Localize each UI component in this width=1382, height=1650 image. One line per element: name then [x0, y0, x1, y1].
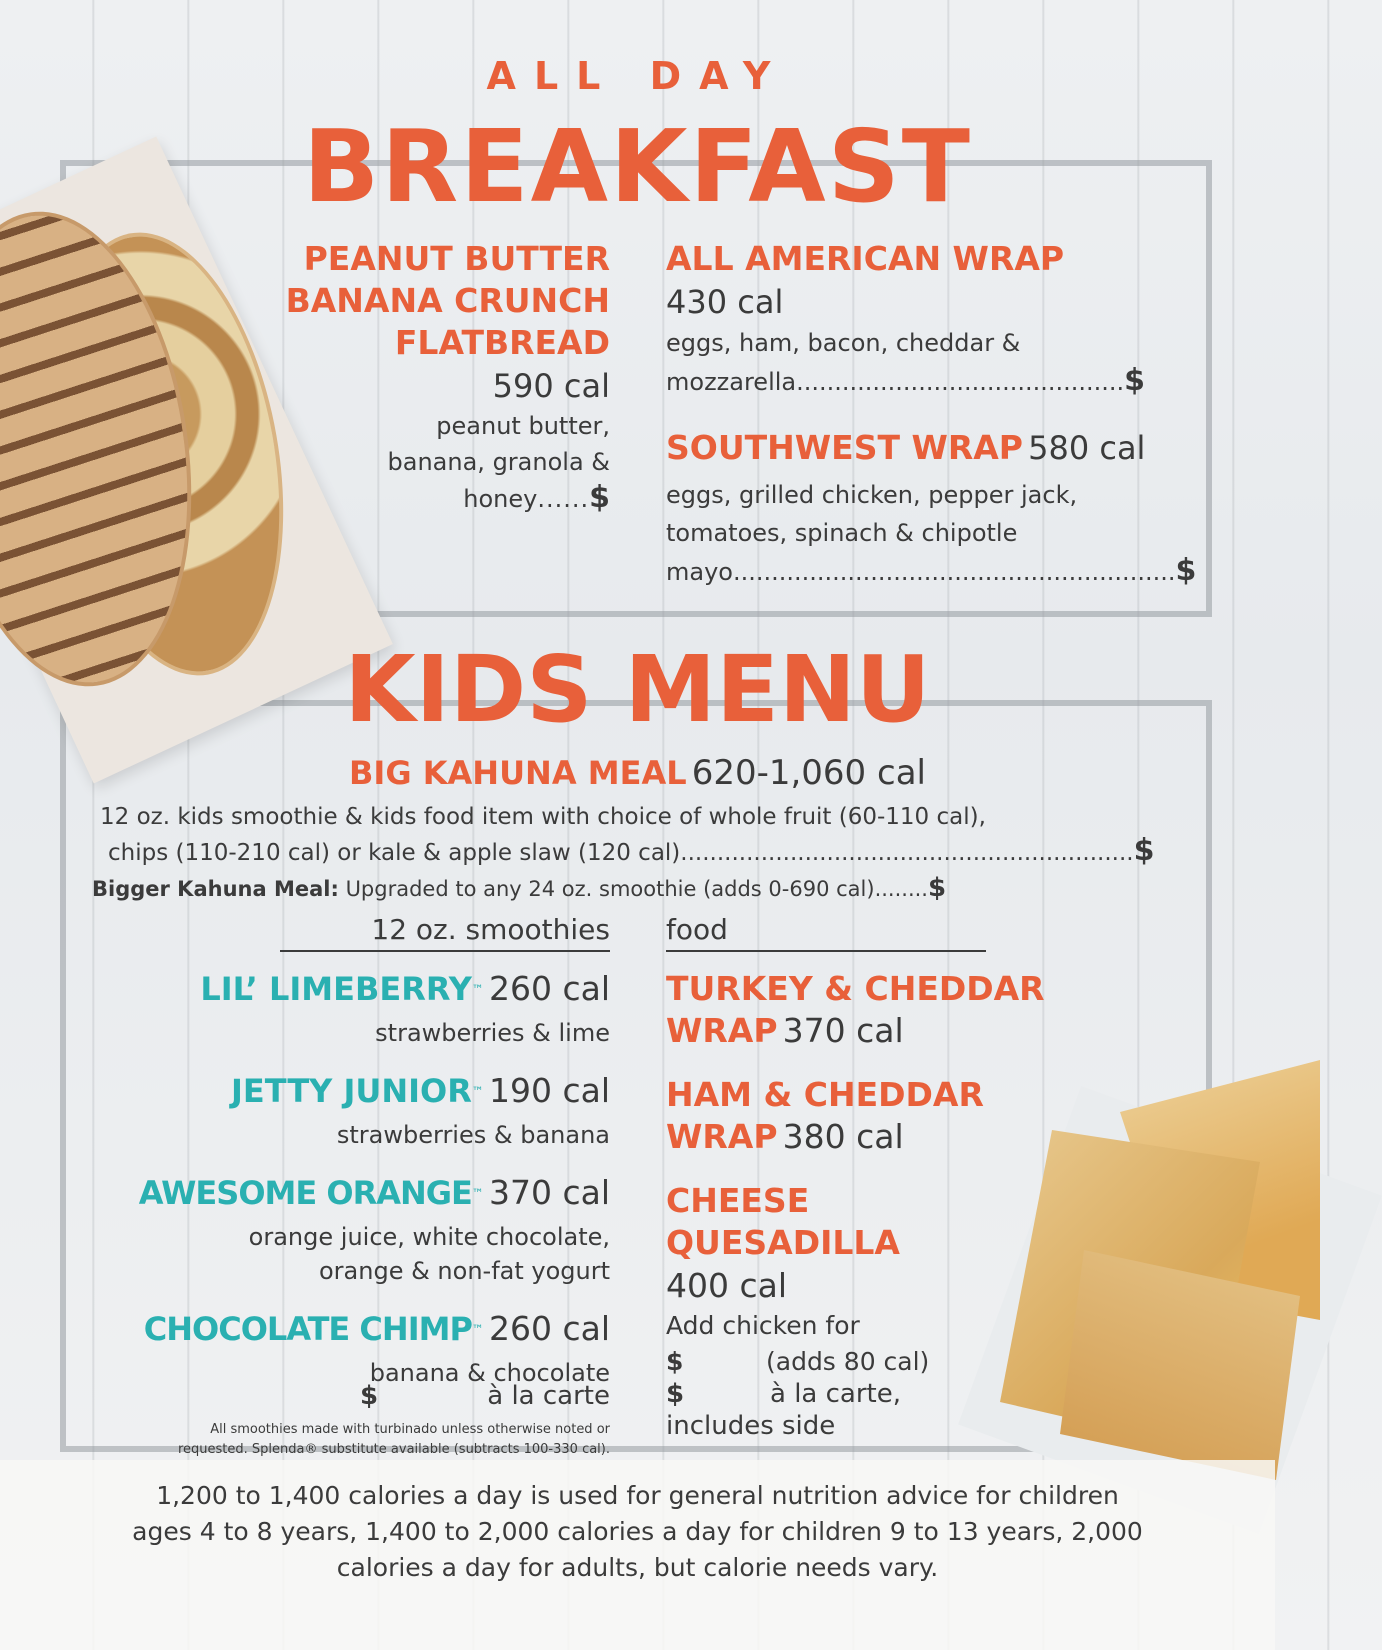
flatbread-desc-3: honey — [463, 485, 538, 513]
smoothie-cal: 260 cal — [488, 1309, 610, 1348]
food-side: includes side — [666, 1411, 836, 1441]
smoothie-item: LIL’ LIMEBERRY™ 260 cal strawberries & lime — [60, 968, 610, 1050]
smoothie-desc: strawberries & banana — [336, 1121, 610, 1149]
smoothie-note-1: All smoothies made with turbinado unless otherwise noted or — [210, 1422, 610, 1437]
smoothie-desc: orange juice, white chocolate, — [248, 1223, 610, 1251]
flatbread-desc-2: banana, granola & — [387, 448, 610, 476]
flatbread-price: $ — [589, 480, 610, 515]
american-wrap-cal: 430 cal — [666, 283, 784, 321]
ham-cal: 380 cal — [782, 1117, 904, 1156]
bigger-kahuna-desc: Upgraded to any 24 oz. smoothie (adds 0-690 cal) — [345, 877, 875, 901]
bigger-kahuna-label: Bigger Kahuna Meal: — [92, 877, 339, 901]
big-kahuna-name: BIG KAHUNA MEAL — [349, 754, 687, 792]
smoothie-cal: 370 cal — [488, 1173, 610, 1212]
quesadilla-name-1: CHEESE — [666, 1181, 810, 1220]
add-chicken: Add chicken for — [666, 1311, 860, 1340]
smoothie-note-2: requested. Splenda® substitute available (subtracts 100-330 cal). — [177, 1442, 610, 1457]
smoothie-price: $ — [360, 1381, 379, 1411]
bigger-kahuna-price: $ — [927, 873, 947, 903]
big-kahuna-heading — [0, 750, 1275, 802]
flatbread-item: PEANUT BUTTER BANANA CRUNCH FLATBREAD 590 cal peanut butter, banana, granola & honey......$ — [230, 238, 610, 517]
southwest-wrap-cal: 580 cal — [1028, 429, 1146, 467]
big-kahuna-desc-1: 12 oz. kids smoothie & kids food item with choice of whole fruit (60-110 cal), — [100, 804, 986, 830]
food-item-quesadilla — [666, 1180, 1086, 1380]
southwest-wrap-desc-3: mayo — [666, 558, 733, 586]
american-wrap-name: ALL AMERICAN WRAP — [666, 239, 1065, 278]
southwest-wrap-desc-1: eggs, grilled chicken, pepper jack, — [666, 481, 1078, 509]
flatbread-name-2: BANANA CRUNCH — [285, 281, 610, 320]
smoothie-cal: 260 cal — [488, 969, 610, 1008]
flatbread-desc-1: peanut butter, — [436, 412, 610, 440]
bigger-kahuna: Bigger Kahuna Meal: Upgraded to any 24 oz. smoothie (adds 0-690 cal)........$ — [92, 873, 947, 903]
smoothie-name: LIL’ LIMEBERRY — [200, 970, 472, 1008]
smoothie-desc: orange & non-fat yogurt — [318, 1257, 610, 1285]
southwest-wrap-price: $ — [1175, 553, 1197, 588]
quesadilla-name-2: QUESADILLA — [666, 1223, 900, 1262]
calorie-advice-2: ages 4 to 8 years, 1,400 to 2,000 calories a day for children 9 to 13 years, 2,000 — [132, 1517, 1143, 1546]
american-wrap-desc-2: mozzarella — [666, 368, 797, 396]
food-carte: à la carte, — [770, 1379, 901, 1409]
southwest-wrap-name: SOUTHWEST WRAP — [666, 428, 1023, 467]
calorie-advice-3: calories a day for adults, but calorie needs vary. — [336, 1553, 939, 1582]
quesadilla-cal: 400 cal — [666, 1266, 788, 1305]
food-header: food — [666, 910, 986, 952]
flatbread-cal: 590 cal — [492, 367, 610, 405]
ham-name-2: WRAP — [666, 1117, 778, 1156]
breakfast-kicker: ALL DAY — [486, 54, 789, 98]
kids-title: KIDS MENU — [344, 636, 931, 743]
smoothies-header: 12 oz. smoothies — [280, 910, 610, 952]
turkey-cal: 370 cal — [782, 1011, 904, 1050]
flatbread-name-3: FLATBREAD — [394, 323, 610, 362]
american-wrap-price: $ — [1124, 363, 1146, 398]
turkey-name-2: WRAP — [666, 1011, 778, 1050]
smoothie-item: JETTY JUNIOR™ 190 cal strawberries & banana — [60, 1070, 610, 1152]
food-price-row — [666, 1378, 986, 1442]
food-item-ham — [666, 1074, 1086, 1164]
calorie-advice — [0, 1478, 1275, 1586]
american-wrap-item: ALL AMERICAN WRAP 430 cal eggs, ham, bacon, cheddar & mozzarella ........................................... $ — [666, 238, 1106, 401]
southwest-wrap-item: SOUTHWEST WRAP 580 cal eggs, grilled chicken, pepper jack, tomatoes, spinach & chipotle mayo .......................................................... $ — [666, 426, 1226, 591]
turkey-name-1: TURKEY & CHEDDAR — [666, 969, 1045, 1008]
smoothie-name: JETTY JUNIOR — [231, 1072, 472, 1110]
add-chicken-cal: (adds 80 cal) — [766, 1347, 930, 1376]
big-kahuna-price: $ — [1133, 833, 1155, 868]
smoothie-item: CHOCOLATE CHIMP™ 260 cal banana & chocolate — [60, 1308, 610, 1390]
smoothie-name: AWESOME ORANGE — [138, 1174, 472, 1212]
smoothie-list — [60, 968, 610, 1390]
smoothie-desc: banana & chocolate — [369, 1359, 610, 1387]
food-list — [666, 968, 1086, 1380]
big-kahuna-cal: 620-1,060 cal — [691, 753, 926, 793]
american-wrap-desc-1: eggs, ham, bacon, cheddar & — [666, 329, 1021, 357]
ham-name-1: HAM & CHEDDAR — [666, 1075, 984, 1114]
smoothie-name: CHOCOLATE CHIMP — [143, 1310, 472, 1348]
breakfast-title: BREAKFAST — [303, 108, 972, 225]
calorie-advice-1: 1,200 to 1,400 calories a day is used for general nutrition advice for children — [156, 1481, 1119, 1510]
southwest-wrap-desc-2: tomatoes, spinach & chipotle — [666, 519, 1018, 547]
add-chicken-price: $ — [666, 1347, 684, 1376]
smoothie-carte: à la carte — [487, 1381, 610, 1411]
smoothie-note — [60, 1420, 610, 1460]
big-kahuna-desc-2: chips (110-210 cal) or kale & apple slaw (120 cal) — [108, 840, 681, 866]
smoothie-price-row — [360, 1378, 610, 1414]
smoothie-cal: 190 cal — [488, 1071, 610, 1110]
flatbread-name-1: PEANUT BUTTER — [303, 239, 610, 278]
smoothie-item: AWESOME ORANGE™ 370 cal orange juice, white chocolate, orange & non-fat yogurt — [60, 1172, 610, 1288]
food-price: $ — [666, 1379, 685, 1409]
smoothie-desc: strawberries & lime — [375, 1019, 610, 1047]
food-item-turkey — [666, 968, 1086, 1058]
big-kahuna-desc: 12 oz. kids smoothie & kids food item with choice of whole fruit (60-110 cal), chips (110-210 cal) or kale & apple slaw (120 cal) .............................................................. $ — [100, 800, 1200, 870]
